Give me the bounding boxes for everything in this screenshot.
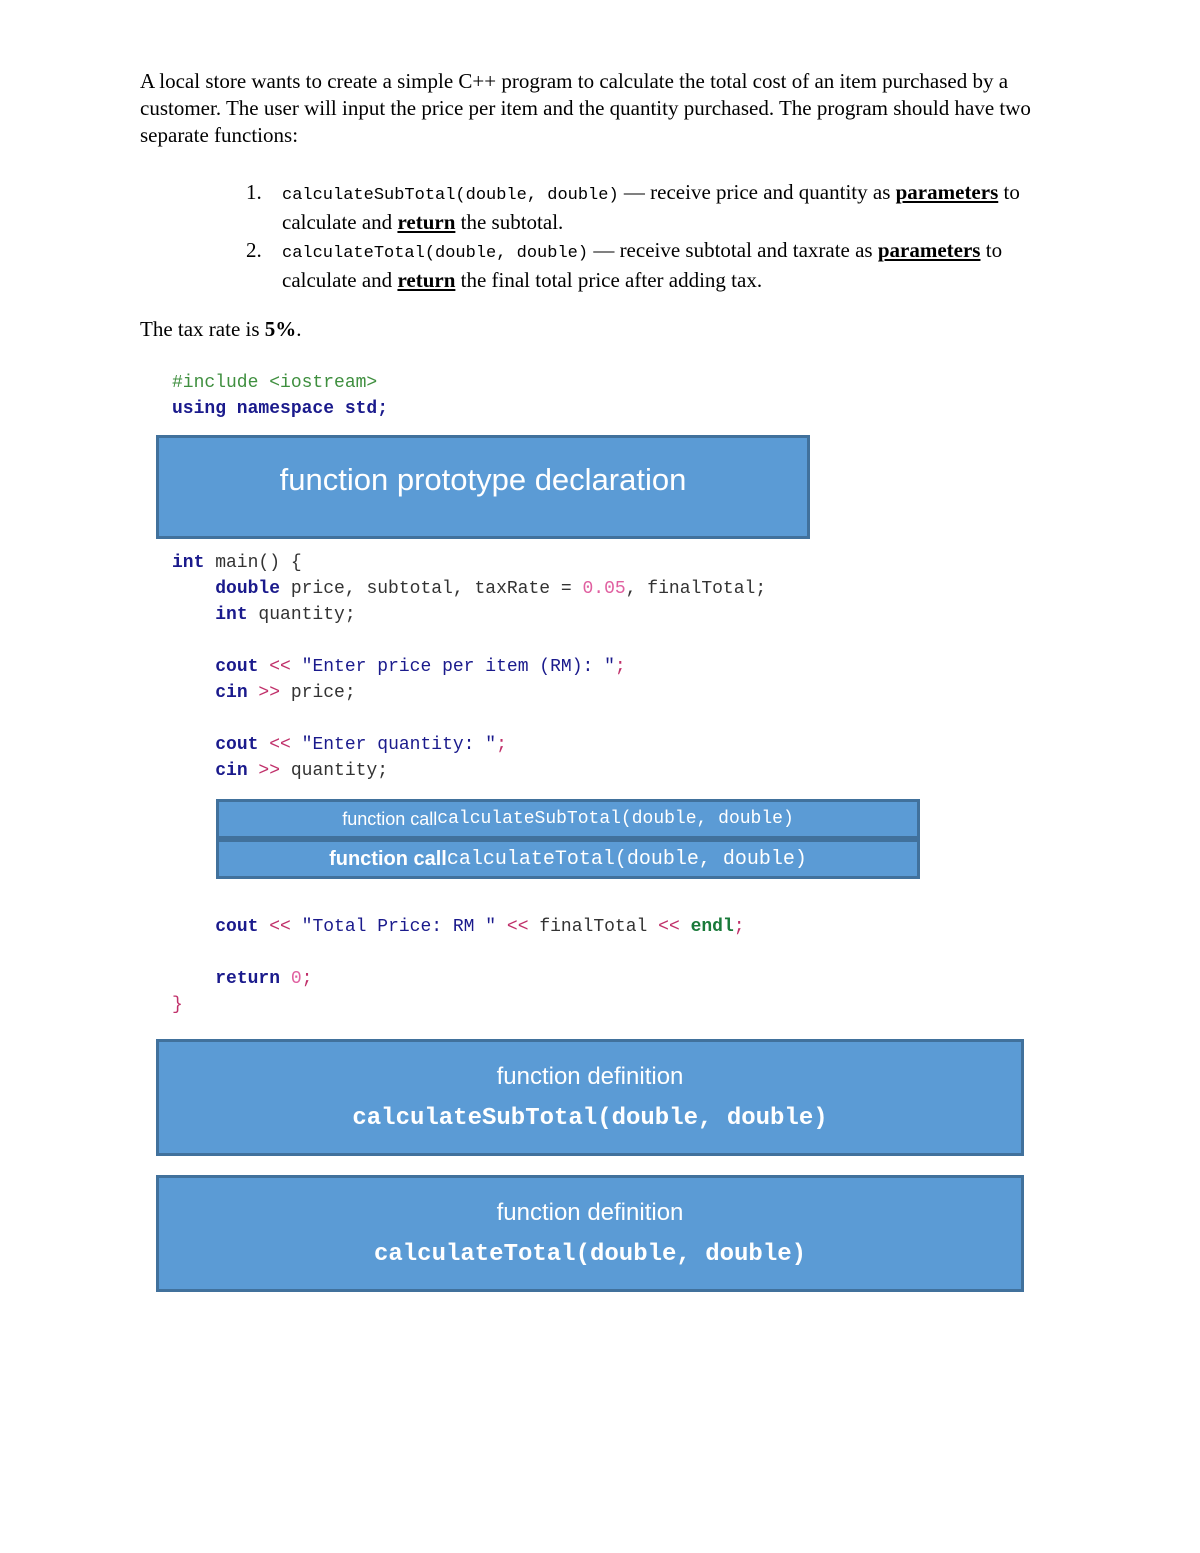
tax-rate-value: 5% xyxy=(264,317,297,341)
output-variable: finalTotal xyxy=(539,917,648,937)
return-value: 0 xyxy=(280,969,302,989)
cin-keyword: cin xyxy=(215,761,248,781)
task-description: — receive subtotal and taxrate as xyxy=(588,238,878,262)
return-emphasis: return xyxy=(397,268,456,292)
tax-rate-line xyxy=(140,316,302,343)
statement-end: ; xyxy=(301,969,313,989)
list-number: 2. xyxy=(246,238,262,262)
quantity-declaration: quantity; xyxy=(247,605,356,625)
cout-keyword: cout xyxy=(215,917,259,937)
main-signature: main() { xyxy=(204,553,302,573)
cout-keyword: cout xyxy=(215,657,259,677)
tax-rate-prefix: The tax rate is xyxy=(140,317,265,341)
variable-declarations: price, subtotal, taxRate = xyxy=(280,579,583,599)
list-item xyxy=(246,237,1026,294)
prototype-declaration-box xyxy=(156,435,810,539)
stream-operator: << xyxy=(258,917,302,937)
parameters-emphasis: parameters xyxy=(877,238,981,262)
namespace-std: std; xyxy=(334,399,389,419)
definition-label: function definition xyxy=(496,1199,684,1226)
closing-brace: } xyxy=(172,995,183,1015)
task-description: to calculate and xyxy=(282,180,1020,234)
endl-keyword: endl xyxy=(690,917,734,937)
double-keyword: double xyxy=(215,579,281,599)
prompt-string: "Enter price per item (RM): " xyxy=(301,657,615,677)
statement-end: ; xyxy=(614,657,626,677)
statement-end: ; xyxy=(496,735,507,755)
int-keyword: int xyxy=(172,553,205,573)
using-keyword: using namespace xyxy=(172,399,335,419)
definition-signature: calculateSubTotal(double, double) xyxy=(352,1105,828,1132)
return-keyword: return xyxy=(215,969,281,989)
tax-rate-suffix: . xyxy=(296,317,302,341)
int-keyword: int xyxy=(215,605,248,625)
tax-rate-literal: 0.05 xyxy=(582,579,626,599)
include-directive: #include <iostream> xyxy=(172,373,378,393)
definition-signature: calculateTotal(double, double) xyxy=(373,1241,807,1268)
input-variable: quantity; xyxy=(290,761,389,781)
definition-label: function definition xyxy=(496,1063,684,1090)
call-label: function call xyxy=(329,847,447,870)
stream-operator: << xyxy=(647,917,691,937)
cout-keyword: cout xyxy=(215,735,259,755)
code-main-tail xyxy=(172,914,745,1018)
stream-operator: << xyxy=(258,735,302,755)
task-description: the subtotal. xyxy=(455,210,564,234)
variable-declarations-rest: , finalTotal; xyxy=(625,579,767,599)
code-main-body xyxy=(172,550,766,784)
call-label: function call xyxy=(342,808,438,829)
stream-operator: >> xyxy=(247,683,291,703)
statement-end: ; xyxy=(733,917,745,937)
parameters-emphasis: parameters xyxy=(895,180,999,204)
function-signature: calculateSubTotal(double, double) xyxy=(282,186,619,205)
prototype-label: function prototype declaration xyxy=(279,462,687,497)
code-header xyxy=(172,370,388,422)
stream-operator: << xyxy=(496,917,540,937)
return-emphasis: return xyxy=(397,210,456,234)
call-signature: calculateSubTotal(double, double) xyxy=(437,809,794,829)
list-number: 1. xyxy=(246,180,262,204)
function-signature: calculateTotal(double, double) xyxy=(282,244,589,263)
task-description: to calculate and xyxy=(282,238,1003,292)
stream-operator: << xyxy=(258,657,302,677)
input-variable: price; xyxy=(290,683,356,703)
function-call-total-box xyxy=(216,839,920,879)
intro-paragraph: A local store wants to create a simple C++ program to calculate the total cost of an item purchased by a customer. The user will input the price per item and the quantity purchased. The program should have two separate functions: xyxy=(140,69,1031,147)
function-definition-total-box xyxy=(156,1175,1024,1292)
stream-operator: >> xyxy=(247,761,291,781)
cin-keyword: cin xyxy=(215,683,248,703)
function-call-subtotal-box xyxy=(216,799,920,839)
function-definition-subtotal-box xyxy=(156,1039,1024,1156)
call-signature: calculateTotal(double, double) xyxy=(446,847,807,871)
function-task-list xyxy=(246,179,1026,295)
task-description: the final total price after adding tax. xyxy=(455,268,763,292)
prompt-string: "Enter quantity: " xyxy=(301,735,497,755)
task-description: — receive price and quantity as xyxy=(618,180,896,204)
output-string: "Total Price: RM " xyxy=(301,917,497,937)
list-item xyxy=(246,179,1026,236)
